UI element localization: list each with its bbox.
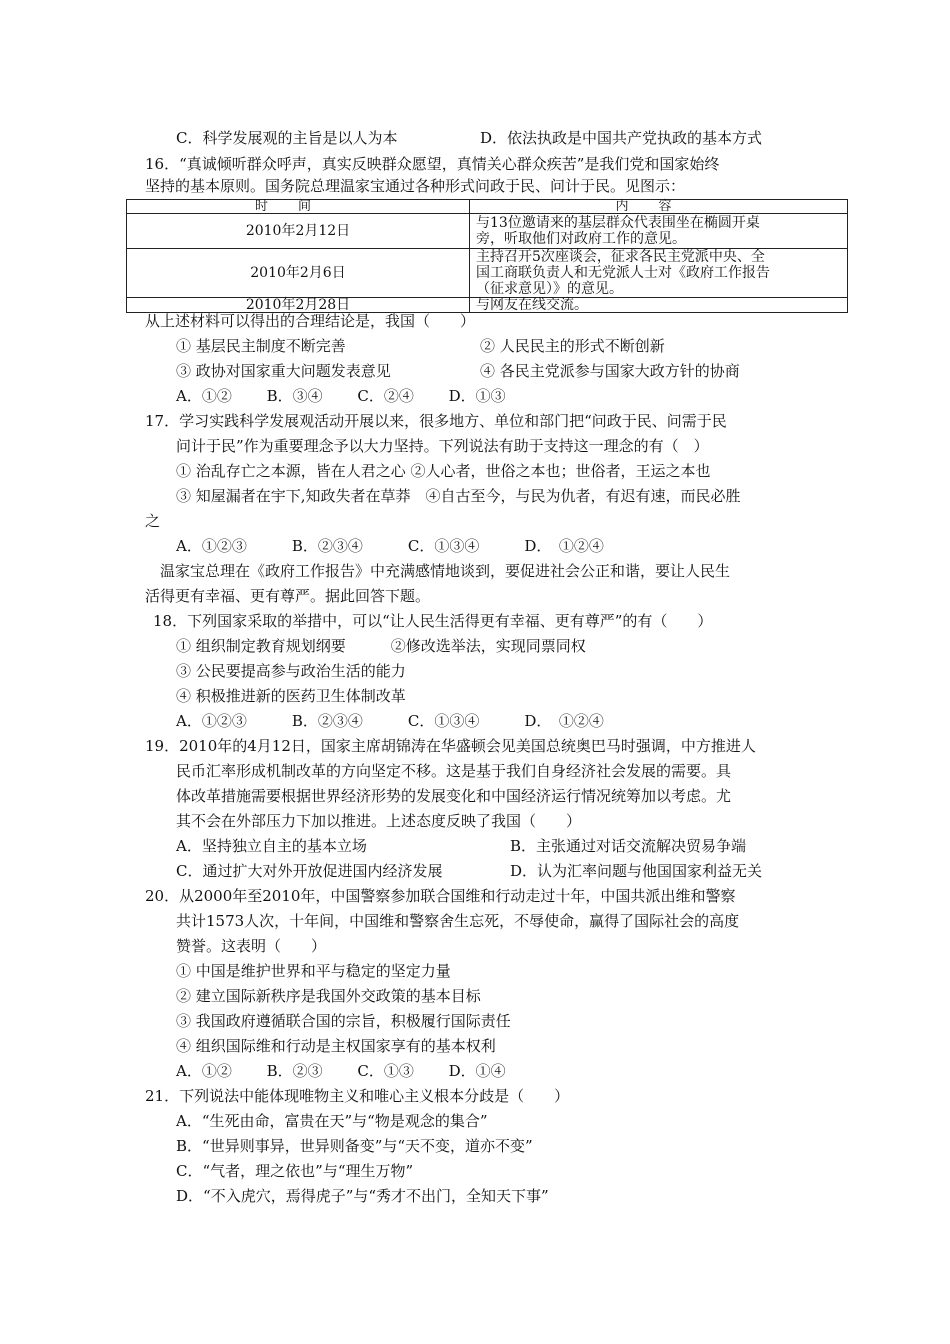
q19-line-1: 19．2010年的4月12日，国家主席胡锦涛在华盛顿会见美国总统奥巴马时强调，中方推进人 (145, 737, 756, 755)
row-time: 2010年2月28日 (127, 298, 470, 313)
q19-option-c: C．通过扩大对外开放促进国内经济发展 (176, 862, 443, 880)
q16-options: A．①② B．③④ C．②④ D．①③ (176, 387, 506, 405)
q17-item-1: ① 治乱存亡之本源，皆在人君之心 ②人心者，世俗之本也；世俗者，王运之本也 (176, 462, 711, 480)
q19-option-d: D．认为汇率问题与他国国家利益无关 (510, 862, 763, 880)
q19-line-3: 体改革措施需要根据世界经济形势的发展变化和中国经济运行情况统筹加以考虑。尤 (176, 787, 732, 805)
q16-item-3: ③ 政协对国家重大问题发表意见 (176, 362, 391, 380)
table-row (127, 249, 848, 298)
intro-line-2: 活得更有幸福、更有尊严。据此回答下题。 (145, 587, 431, 605)
row-time: 2010年2月12日 (127, 214, 470, 249)
q17-options: A．①②③ B．②③④ C．①③④ D． ①②④ (176, 537, 604, 555)
q20-item-2: ② 建立国际新秩序是我国外交政策的基本目标 (176, 987, 481, 1005)
q21-option-a: A．“生死由命，富贵在天”与“物是观念的集合” (176, 1112, 488, 1130)
q16-line-1: 16．“真诚倾听群众呼声，真实反映群众愿望，真情关心群众疾苦”是我们党和国家始终 (145, 155, 720, 173)
table-row (127, 214, 848, 249)
q16-line-2: 坚持的基本原则。国务院总理温家宝通过各种形式问政于民、问计于民。见图示： (145, 177, 686, 195)
option-d-line: D．依法执政是中国共产党执政的基本方式 (480, 129, 763, 147)
visits-table (126, 199, 848, 313)
table-header-time: 时间 (127, 200, 470, 214)
q18-item-3: ③ 公民要提高参与政治生活的能力 (176, 662, 406, 680)
q16-stem: 从上述材料可以得出的合理结论是，我国（ ） (145, 312, 476, 330)
q17-item-cont: 之 (145, 512, 161, 530)
q20-line-3: 赞誉。这表明（ ） (176, 937, 327, 955)
q17-line-1: 17．学习实践科学发展观活动开展以来，很多地方、单位和部门把“问政于民、问需于民 (145, 412, 727, 430)
q18-options: A．①②③ B．②③④ C．①③④ D． ①②④ (176, 712, 604, 730)
q17-item-2: ③ 知屋漏者在宇下,知政失者在草莽 ④自古至今，与民为仇者，有迟有速，而民必胜 (176, 487, 741, 505)
q20-item-3: ③ 我国政府遵循联合国的宗旨，积极履行国际责任 (176, 1012, 511, 1030)
q19-option-a: A．坚持独立自主的基本立场 (176, 837, 367, 855)
q20-item-4: ④ 组织国际维和行动是主权国家享有的基本权利 (176, 1037, 496, 1055)
q19-line-4: 其不会在外部压力下加以推进。上述态度反映了我国（ ） (176, 812, 582, 830)
q18-item-4: ④ 积极推进新的医药卫生体制改革 (176, 687, 406, 705)
q20-line-1: 20．从2000年至2010年，中国警察参加联合国维和行动走过十年，中国共派出维和警察 (145, 887, 736, 905)
q16-item-1: ① 基层民主制度不断完善 (176, 337, 346, 355)
row-time: 2010年2月6日 (127, 249, 470, 298)
q19-option-b: B．主张通过对话交流解决贸易争端 (510, 837, 747, 855)
q20-line-2: 共计1573人次，十年间，中国维和警察舍生忘死，不辱使命，赢得了国际社会的高度 (176, 912, 740, 930)
q16-item-4: ④ 各民主党派参与国家大政方针的协商 (480, 362, 740, 380)
intro-line-1: 温家宝总理在《政府工作报告》中充满感情地谈到，要促进社会公正和谐，要让人民生 (160, 562, 731, 580)
table-header-content: 内容 (470, 200, 848, 214)
row-content: 与网友在线交流。 (470, 298, 848, 313)
row-content: 主持召开5次座谈会，征求各民主党派中央、全 国工商联负责人和无党派人士对《政府工作报告 （征求意见）》的意见。 (470, 249, 848, 298)
q21-option-d: D．“不入虎穴，焉得虎子”与“秀才不出门，全知天下事” (176, 1187, 549, 1205)
q18-item-1: ① 组织制定教育规划纲要 ②修改选举法，实现同票同权 (176, 637, 586, 655)
row-content: 与13位邀请来的基层群众代表围坐在椭圆开桌 旁，听取他们对政府工作的意见。 (470, 214, 848, 249)
q20-item-1: ① 中国是维护世界和平与稳定的坚定力量 (176, 962, 451, 980)
option-c-line: C．科学发展观的主旨是以人为本 (176, 129, 398, 147)
q19-line-2: 民币汇率形成机制改革的方向坚定不移。这是基于我们自身经济社会发展的需要。具 (176, 762, 732, 780)
q17-line-2: 问计于民”作为重要理念予以大力坚持。下列说法有助于支持这一理念的有（ ） (176, 437, 709, 455)
q20-options: A．①② B．②③ C．①③ D．①④ (176, 1062, 506, 1080)
q21-option-c: C．“气者，理之依也”与“理生万物” (176, 1162, 414, 1180)
q16-item-2: ② 人民民主的形式不断创新 (480, 337, 665, 355)
q18-stem: 18．下列国家采取的举措中，可以“让人民生活得更有幸福、更有尊严”的有（ ） (153, 612, 713, 630)
q21-option-b: B．“世异则事异，世异则备变”与“天不变，道亦不变” (176, 1137, 533, 1155)
q21-stem: 21．下列说法中能体现唯物主义和唯心主义根本分歧是（ ） (145, 1087, 570, 1105)
